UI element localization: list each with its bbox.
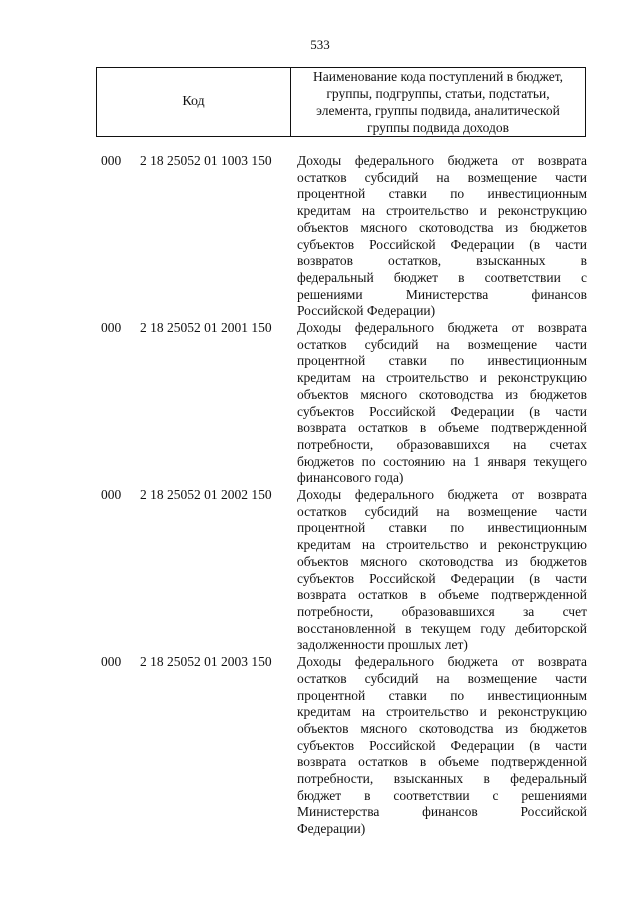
description-line: объектов мясного скотоводства из бюджетов [297, 553, 587, 569]
revenue-code: 2 18 25052 01 2002 150 [140, 487, 272, 503]
description-line: возврата остатков в объеме подтвержденной [297, 587, 587, 603]
description-line: процентной ставки по инвестиционным [297, 687, 587, 703]
description-line: бюджет в соответствии с решениями [297, 787, 587, 803]
header-name-cell [291, 68, 585, 136]
description-line: субъектов Российской Федерации (в части [297, 737, 587, 753]
admin-code: 000 [101, 153, 122, 168]
description-line: возврата остатков в объеме подтвержденной [297, 754, 587, 770]
description-line: кредитам на строительство и реконструкцию [297, 704, 587, 720]
description-line: возвратов остатков, взысканных в [297, 253, 587, 269]
description-line: бюджетов по состоянию на 1 января текущего [297, 453, 587, 469]
header-code-cell [97, 68, 291, 136]
description-line: федеральный бюджет в соответствии с [297, 269, 587, 285]
admin-code: 000 [101, 487, 122, 503]
description-line: финансового года) [297, 470, 404, 486]
description-line: Доходы федерального бюджета от возврата [297, 320, 587, 336]
description-line: процентной ставки по инвестиционным [297, 186, 587, 202]
description-line: объектов мясного скотоводства из бюджетов [297, 720, 587, 736]
description-line: остатков субсидий на возмещение части [297, 503, 587, 519]
description-line: восстановленной в текущем году дебиторской [297, 620, 587, 636]
page-number: 533 [310, 37, 330, 52]
revenue-code: 2 18 25052 01 1003 150 [140, 153, 272, 168]
description-line: потребности, образовавшихся на счетах [297, 436, 587, 452]
description-line: решениями Министерства финансов [297, 286, 587, 302]
description-line: Доходы федерального бюджета от возврата [297, 654, 587, 670]
revenue-description [297, 487, 587, 654]
table-row [0, 654, 640, 838]
description-line: остатков субсидий на возмещение части [297, 670, 587, 686]
description-line: Министерства финансов Российской [297, 804, 587, 820]
description-line: Российской Федерации) [297, 303, 436, 319]
revenue-code: 2 18 25052 01 2001 150 [140, 320, 272, 336]
description-line: субъектов Российской Федерации (в части [297, 570, 587, 586]
description-line: возврата остатков в объеме подтвержденной [297, 420, 587, 436]
description-line: потребности, взысканных в федеральный [297, 771, 587, 787]
description-line: объектов мясного скотоводства из бюджетов [297, 219, 587, 235]
header-name-line: группы, подгруппы, статьи, подстатьи, [326, 86, 550, 101]
description-line: Доходы федерального бюджета от возврата [297, 487, 587, 503]
table-row [0, 487, 640, 654]
description-line: субъектов Российской Федерации (в части [297, 236, 587, 252]
description-line: остатков субсидий на возмещение части [297, 169, 587, 185]
description-line: потребности, образовавшихся за счет [297, 603, 587, 619]
description-line: субъектов Российской Федерации (в части [297, 403, 587, 419]
description-line: кредитам на строительство и реконструкцию [297, 537, 587, 553]
description-line: процентной ставки по инвестиционным [297, 520, 587, 536]
header-name-line: Наименование кода поступлений в бюджет, [312, 69, 563, 84]
admin-code: 000 [101, 320, 122, 336]
table-row [0, 153, 640, 320]
table-header [96, 67, 586, 137]
revenue-code: 2 18 25052 01 2003 150 [140, 654, 272, 670]
admin-code: 000 [101, 654, 122, 670]
description-line: процентной ставки по инвестиционным [297, 353, 587, 369]
description-line: задолженности прошлых лет) [297, 637, 468, 653]
description-line: остатков субсидий на возмещение части [297, 336, 587, 352]
description-line: Федерации) [297, 821, 366, 837]
entries-list [0, 153, 640, 838]
revenue-description [297, 153, 587, 320]
revenue-description [297, 320, 587, 487]
revenue-description [297, 654, 587, 838]
description-line: Доходы федерального бюджета от возврата [297, 153, 587, 168]
header-code-label: Код [182, 94, 205, 109]
description-line: объектов мясного скотоводства из бюджетов [297, 386, 587, 402]
header-name-line: группы подвида доходов [367, 120, 509, 135]
description-line: кредитам на строительство и реконструкцию [297, 370, 587, 386]
header-name-line: элемента, группы подвида, аналитической [316, 103, 560, 118]
description-line: кредитам на строительство и реконструкцию [297, 203, 587, 219]
table-row [0, 320, 640, 487]
